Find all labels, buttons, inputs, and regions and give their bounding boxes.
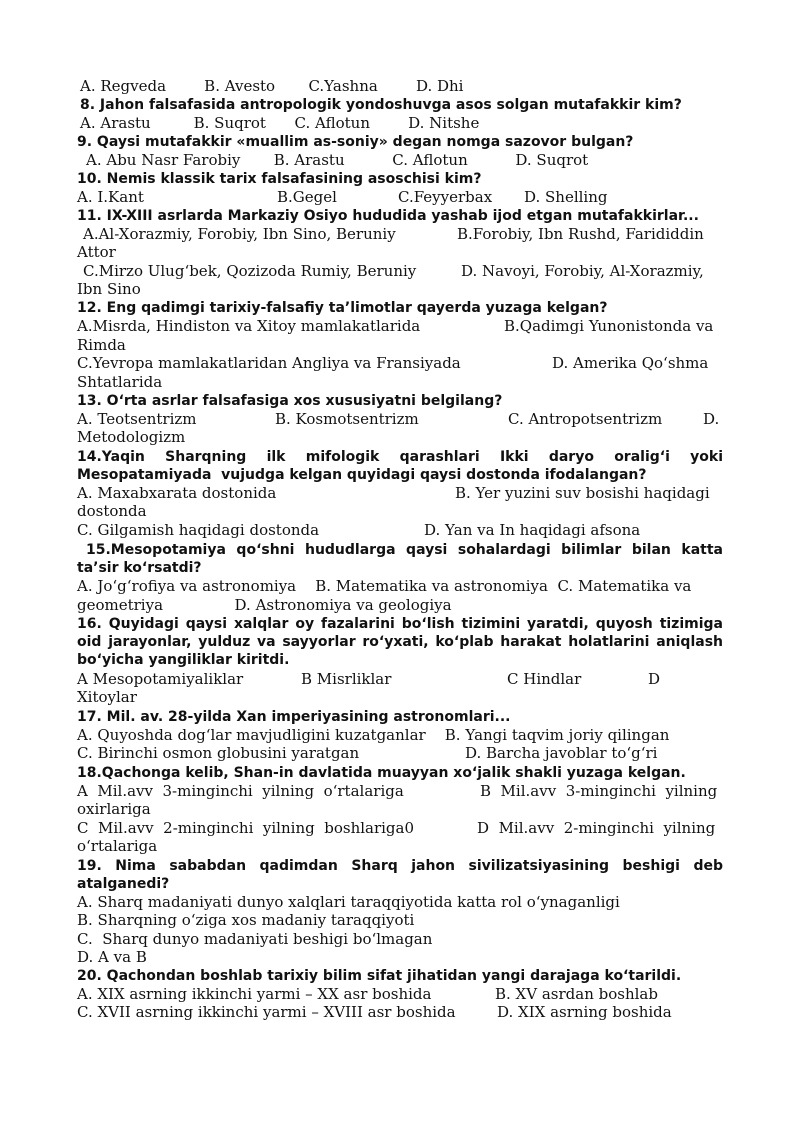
answer-17-d: D. Barcha javoblar to‘g‘ri: [465, 744, 658, 762]
question-20: 20. Qachondan boshlab tarixiy bilim sifat jihatidan yangi darajaga ko‘tarildi.: [77, 968, 682, 984]
answer-10-b: B.Gegel: [277, 188, 337, 206]
question-17: 17. Mil. av. 28-yilda Xan imperiyasining astronomlari...: [77, 709, 511, 725]
answer-18-d: D Mil.avv 2-minginchi yilning: [477, 819, 716, 837]
question-8: 8. Jahon falsafasida antropologik yondoshuvga asos solgan mutafakkir kim?: [80, 97, 682, 113]
answer-row-13: [77, 410, 723, 428]
answer-row-12b: [77, 354, 723, 372]
answer-18-d-cont: o‘rtalariga: [77, 837, 158, 855]
answer-13-c: C. Antropotsentrizm: [508, 410, 663, 428]
question-13: 13. O‘rta asrlar falsafasiga xos xususiyatni belgilang?: [77, 393, 503, 409]
question-12: 12. Eng qadimgi tarixiy-falsafiy ta’limotlar qayerda yuzaga kelgan?: [77, 300, 608, 316]
answer-19-c: C. Sharq dunyo madaniyati beshigi bo‘lmagan: [77, 930, 433, 948]
answer-row-11b: [77, 262, 723, 280]
answer-19-b: B. Sharqning o‘ziga xos madaniy taraqqiyoti: [77, 911, 415, 929]
answer-13-b: B. Kosmotsentrizm: [275, 410, 419, 428]
question-18: 18.Qachonga kelib, Shan-in davlatida muayyan xo‘jalik shakli yuzaga kelgan.: [77, 765, 686, 781]
answer-options-17-line1: A. Quyoshda dog‘lar mavjudligini kuzatganlar B. Yangi taqvim joriy qilingan: [77, 726, 670, 744]
answer-11-d-cont: Ibn Sino: [77, 280, 141, 298]
question-14-line2: Mesopatamiyada vujudga kelgan quyidagi qaysi dostonda ifodalangan?: [77, 467, 647, 483]
answer-14-a: A. Maxabxarata dostonida: [77, 484, 277, 502]
answer-row-17: [77, 744, 723, 762]
question-16-line1: 16. Quyidagi qaysi xalqlar oy fazalarini bo‘lish tizimini yaratdi, quyosh tizimiga: [77, 616, 723, 632]
answer-20-d: D. XIX asrning boshida: [497, 1003, 672, 1021]
answer-14-b-cont: dostonda: [77, 502, 147, 520]
answer-19-a: A. Sharq madaniyati dunyo xalqlari taraqqiyotida katta rol o‘ynaganligi: [77, 893, 620, 911]
answer-10-d: D. Shelling: [524, 188, 608, 206]
question-10: 10. Nemis klassik tarix falsafasining asoschisi kim?: [77, 171, 482, 187]
answer-16-d-cont: Xitoylar: [77, 688, 137, 706]
answer-10-a: A. I.Kant: [77, 188, 144, 206]
question-9: 9. Qaysi mutafakkir «muallim as-soniy» degan nomga sazovor bulgan?: [77, 134, 634, 150]
answer-16-c: C Hindlar: [507, 670, 582, 688]
answer-19-d: D. A va B: [77, 948, 147, 966]
answer-12-a: A.Misrda, Hindiston va Xitoy mamlakatlarida: [77, 317, 421, 335]
answer-20-b: B. XV asrdan boshlab: [495, 985, 658, 1003]
answer-13-a: A. Teotsentrizm: [77, 410, 197, 428]
answer-row-20b: [77, 1003, 723, 1021]
answer-20-c: C. XVII asrning ikkinchi yarmi – XVIII asr boshida: [77, 1003, 456, 1021]
answer-17-c: C. Birinchi osmon globusini yaratgan: [77, 744, 360, 762]
question-14-line1: 14.Yaqin Sharqning ilk mifologik qarashlari Ikki daryo oralig‘i yoki: [77, 449, 723, 465]
answer-16-d: D: [648, 670, 661, 688]
answer-16-a: A Mesopotamiyaliklar: [77, 670, 244, 688]
answer-11-b-cont: Attor: [77, 243, 116, 261]
answer-options-15-line2: geometriya D. Astronomiya va geologiya: [77, 596, 452, 614]
answer-16-b: B Misrliklar: [301, 670, 392, 688]
answer-row-18a: [77, 782, 723, 800]
question-16-line2: oid jarayonlar, yulduz va sayyorlar ro‘yxati, ko‘plab harakat holatlarini aniqlash: [77, 634, 723, 650]
answer-14-c: C. Gilgamish haqidagi dostonda: [77, 521, 320, 539]
answer-11-a: A.Al-Xorazmiy, Forobiy, Ibn Sino, Beruniy: [83, 225, 396, 243]
answer-12-b-cont: Rimda: [77, 336, 126, 354]
question-11: 11. IX-XIII asrlarda Markaziy Osiyo hududida yashab ijod etgan mutafakkirlar...: [77, 208, 699, 224]
answer-18-b-cont: oxirlariga: [77, 800, 151, 818]
answer-row-14b: [77, 521, 723, 539]
answer-12-d: D. Amerika Qo‘shma: [552, 354, 709, 372]
answer-11-b: B.Forobiy, Ibn Rushd, Farididdin: [457, 225, 704, 243]
answer-row-10: [77, 188, 723, 206]
answer-12-d-cont: Shtatlarida: [77, 373, 163, 391]
answer-18-a: A Mil.avv 3-minginchi yilning o‘rtalariga: [77, 782, 404, 800]
question-19-line2: atalganedi?: [77, 876, 170, 892]
answer-11-d: D. Navoyi, Forobiy, Al-Xorazmiy,: [461, 262, 704, 280]
question-15-line1: 15.Mesopotamiya qo‘shni hududlarga qaysi sohalardagi bilimlar bilan katta: [86, 542, 723, 558]
answer-options-7: A. Regveda B. Avesto C.Yashna D. Dhi: [80, 77, 464, 95]
answer-13-d-cont: Metodologizm: [77, 428, 186, 446]
answer-row-16: [77, 670, 723, 688]
answer-20-a: A. XIX asrning ikkinchi yarmi – XX asr boshida: [77, 985, 432, 1003]
question-16-line3: bo‘yicha yangiliklar kiritdi.: [77, 652, 290, 668]
answer-row-14a: [77, 484, 723, 502]
answer-12-b: B.Qadimgi Yunonistonda va: [504, 317, 714, 335]
answer-10-c: C.Feyyerbax: [398, 188, 493, 206]
question-15-line2: ta’sir ko‘rsatdi?: [77, 560, 202, 576]
answer-row-12a: [77, 317, 723, 335]
question-19-line1: 19. Nima sababdan qadimdan Sharq jahon sivilizatsiyasining beshigi deb: [77, 858, 723, 874]
answer-14-b: B. Yer yuzini suv bosishi haqidagi: [455, 484, 710, 502]
answer-options-8: A. Arastu B. Suqrot C. Aflotun D. Nitshe: [80, 114, 480, 132]
answer-13-d: D.: [703, 410, 720, 428]
answer-12-c: C.Yevropa mamlakatlaridan Angliya va Fransiyada: [77, 354, 461, 372]
answer-options-15-line1: A. Jo‘g‘rofiya va astronomiya B. Matematika va astronomiya C. Matematika va: [77, 577, 692, 595]
answer-options-9: A. Abu Nasr Farobiy B. Arastu C. Aflotun D. Suqrot: [86, 151, 589, 169]
answer-14-d: D. Yan va In haqidagi afsona: [424, 521, 641, 539]
answer-row-20a: [77, 985, 723, 1003]
answer-11-c: C.Mirzo Ulug‘bek, Qozizoda Rumiy, Beruniy: [83, 262, 417, 280]
answer-row-11a: [77, 225, 723, 243]
answer-18-c: C Mil.avv 2-minginchi yilning boshlariga0: [77, 819, 415, 837]
answer-18-b: B Mil.avv 3-minginchi yilning: [480, 782, 718, 800]
answer-row-18b: [77, 819, 723, 837]
